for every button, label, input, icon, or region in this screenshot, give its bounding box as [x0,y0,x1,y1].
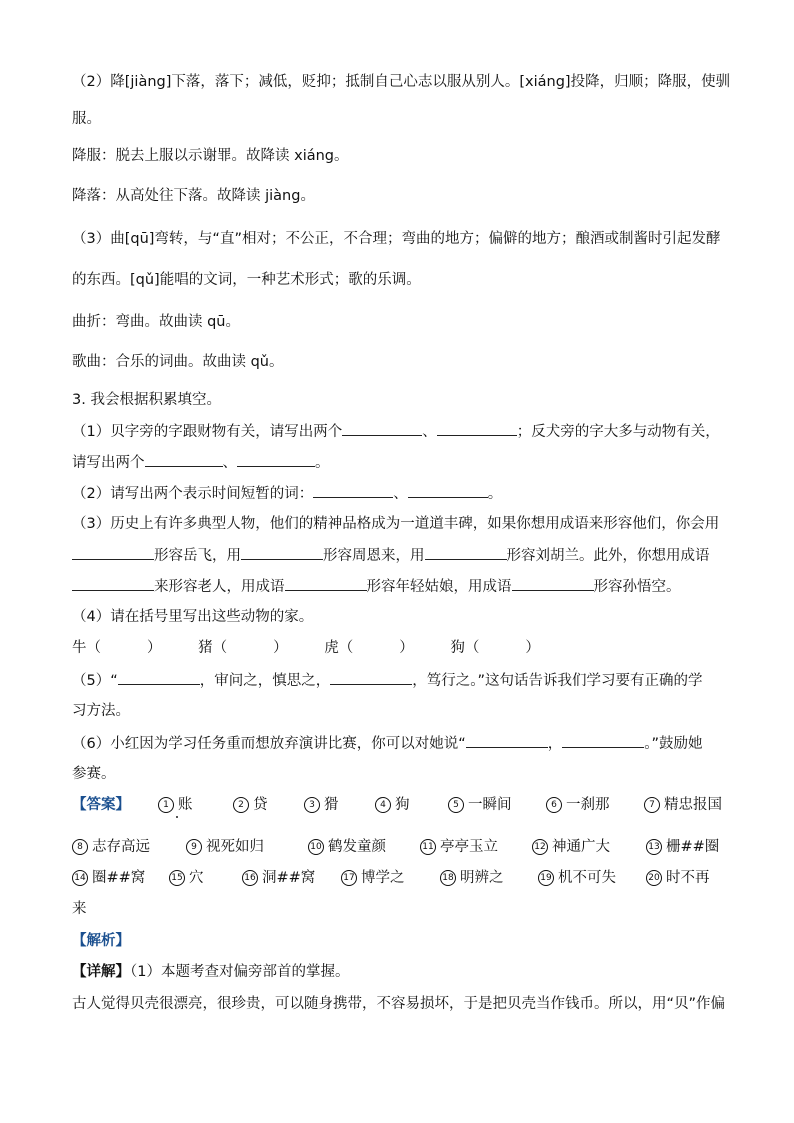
answer-blank[interactable] [330,670,412,685]
answer-blank[interactable] [241,545,323,560]
text-line: 古人觉得贝壳很漂亮，很珍贵，可以随身携带，不容易损坏，于是把贝壳当作钱币。所以，用“贝”作偏 [72,996,726,1012]
question-4: （4）请在括号里写出这些动物的家。 [72,609,314,625]
answer-row-1 [72,795,722,815]
question-1-line-2: 请写出两个 、 。 [72,452,722,473]
question-5-line-2: 习方法。 [72,703,130,719]
analysis-label: 【解析】 [72,933,130,949]
answer-item: 2 贷 [233,795,304,815]
answer-item: 6 一刹那 [546,795,644,815]
question-3-line-1: （3）历史上有许多典型人物，他们的精神品格成为一道道丰碑，如果你想用成语来形容他们，你会用 [72,516,720,532]
question-2: （2）请写出两个表示时间短暂的词： 、 。 [72,483,722,504]
question-5-line-1: （5）“ ，审问之，慎思之， ，笃行之。”这句话告诉我们学习要有正确的学 [72,670,722,691]
answer-label: 【答案】 [72,797,130,813]
answer-blank[interactable] [237,452,315,467]
text-line: 曲折：弯曲。故曲读 qū。 [72,314,241,330]
answer-item: 20 时不再 [646,868,710,888]
stray-dot [176,816,178,818]
answer-item: 4 狗 [375,795,448,815]
answer-item: 12 神通广大 [532,837,646,857]
text-line: 服。 [72,111,101,127]
answer-blank[interactable] [562,733,644,748]
question-3-line-2: 形容岳飞，用 形容周恩来，用 形容刘胡兰。此外，你想用成语 [72,545,722,566]
answer-blank[interactable] [118,670,200,685]
answer-blank[interactable] [512,576,594,591]
answer-item: 11 亭亭玉立 [420,837,532,857]
answer-blank[interactable] [466,733,548,748]
text-line: 歌曲：合乐的词曲。故曲读 qǔ。 [72,354,284,370]
answer-item: 5 一瞬间 [448,795,546,815]
text-line: 的东西。[qǔ]能唱的文词，一种艺术形式；歌的乐调。 [72,272,421,288]
answer-blank[interactable] [408,483,488,498]
detail-label: 【详解】 [72,964,130,980]
answer-blank[interactable] [313,483,393,498]
answer-blank[interactable] [285,576,367,591]
text-line: （2）降[jiàng]下落，落下；减低，贬抑；抵制自己心志以服从别人。[xiáng]投降，归顺；降服，使驯 [72,74,731,90]
answer-item: 8 志存高远 [72,837,186,857]
answer-blank[interactable] [145,452,223,467]
question-1-line-1: （1）贝字旁的字跟财物有关，请写出两个 、 ；反犬旁的字大多与动物有关， [72,421,722,442]
answer-item: 14 圈##窝 [72,868,169,888]
answer-blank[interactable] [342,421,422,436]
answer-row-2 [72,837,722,857]
answer-row-3 [72,868,722,888]
answer-item: 19 机不可失 [538,868,646,888]
question-4-animals: 牛（ ） 猪（ ） 虎（ ） 狗（ ） [72,640,540,656]
answer-blank[interactable] [425,545,507,560]
question-3-line-3: 来形容老人，用成语 形容年轻姑娘，用成语 形容孙悟空。 [72,576,722,597]
answer-item: 9 视死如归 [186,837,308,857]
answer-item: 13 栅##圈 [646,837,719,857]
answer-item: 16 洞##窝 [242,868,341,888]
answer-item: 15 穴 [169,868,242,888]
detail-line: 【详解】（1）本题考查对偏旁部首的掌握。 [72,964,350,980]
answer-blank[interactable] [72,545,154,560]
answer-tail: 来 [72,901,87,917]
text-line: （3）曲[qū]弯转，与“直”相对；不公正，不合理；弯曲的地方；偏僻的地方；酿酒或制酱时引起发酵 [72,231,721,247]
answer-item: 10 鹤发童颜 [308,837,420,857]
question-6-line-2: 参赛。 [72,766,116,782]
question-6-line-1: （6）小红因为学习任务重而想放弃演讲比赛，你可以对她说“ ， 。”鼓励她 [72,733,722,754]
answer-item: 1 账 [158,795,233,815]
answer-item: 17 博学之 [341,868,440,888]
question-title: 3. 我会根据积累填空。 [72,392,221,408]
answer-item: 7 精忠报国 [644,795,722,815]
answer-blank[interactable] [437,421,517,436]
answer-item: 3 猾 [304,795,375,815]
text-line: 降服：脱去上服以示谢罪。故降读 xiáng。 [72,148,349,164]
answer-item: 18 明辨之 [440,868,538,888]
answer-blank[interactable] [72,576,154,591]
text-line: 降落：从高处往下落。故降读 jiàng。 [72,188,315,204]
